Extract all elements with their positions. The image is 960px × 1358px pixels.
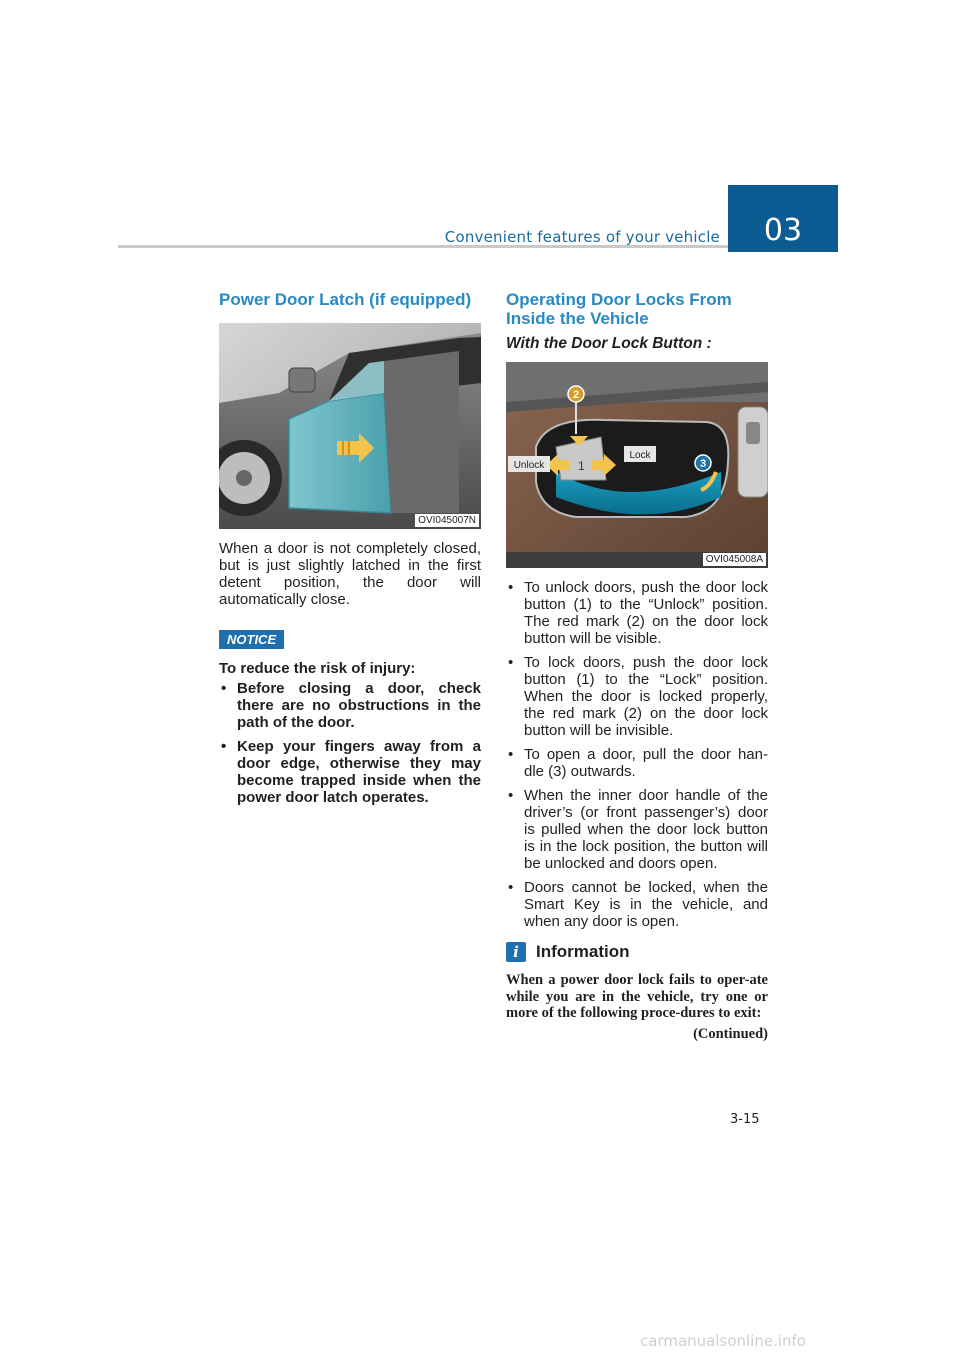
notice-list bbox=[219, 680, 481, 806]
list-item: • Doors cannot be locked, when the Smart Key is in the vehicle, and when any door is open. bbox=[508, 879, 768, 930]
chapter-number: 03 bbox=[763, 213, 803, 248]
callout-3-label: 3 bbox=[699, 458, 707, 470]
page-number: 3-15 bbox=[730, 1112, 760, 1127]
information-heading bbox=[506, 942, 768, 962]
car-door-illustration bbox=[219, 323, 481, 529]
figure-code: OVI045007N bbox=[415, 514, 479, 527]
list-item: • When the inner door handle of the driver’s (or front passenger’s) door is pulled when the door lock button is in the lock position, the button will be unlocked and doors open. bbox=[508, 787, 768, 872]
list-item: • To unlock doors, push the door lock button (1) to the “Unlock” position. The red mark (2) on the door lock button will be visible. bbox=[508, 579, 768, 647]
info-icon: i bbox=[506, 942, 526, 962]
right-column bbox=[506, 290, 768, 1043]
car-door-figure bbox=[219, 323, 481, 529]
sub-title-door-lock-button: With the Door Lock Button : bbox=[506, 335, 712, 352]
notice-heading: To reduce the risk of injury: bbox=[219, 660, 416, 677]
lock-label: Lock bbox=[629, 450, 651, 461]
callout-2-label: 2 bbox=[572, 389, 580, 401]
continued-note: (Continued) bbox=[693, 1025, 768, 1042]
information-title: Information bbox=[536, 942, 630, 961]
unlock-label: Unlock bbox=[513, 460, 545, 471]
running-header-title: Convenient features of your vehicle bbox=[444, 228, 720, 246]
list-item: • Before closing a door, check there are no obstructions in the path of the door. bbox=[221, 680, 481, 731]
left-column bbox=[219, 290, 481, 813]
information-text: When a power door lock fails to oper-ate while you are in the vehicle, try one or more of the following proce-dures to exit: bbox=[506, 972, 768, 1021]
watermark: carmanualsonline.info bbox=[640, 1332, 806, 1350]
notice-badge-row bbox=[219, 630, 481, 649]
callout-1-label: 1 bbox=[578, 459, 585, 473]
list-item: • To open a door, pull the door han-dle (3) outwards. bbox=[508, 746, 768, 780]
chapter-tab bbox=[728, 185, 838, 252]
section-title-operating-door-locks: Operating Door Locks From Inside the Vehicle bbox=[506, 290, 732, 328]
section-title-power-door-latch: Power Door Latch (if equipped) bbox=[219, 290, 472, 309]
list-item: • To lock doors, push the door lock button (1) to the “Lock” position. When the door is locked properly, the red mark (2) on the door lock button will be invisible. bbox=[508, 654, 768, 739]
figure-code: OVI045008A bbox=[703, 553, 766, 566]
door-lock-illustration bbox=[506, 362, 768, 568]
door-lock-figure bbox=[506, 362, 768, 568]
power-latch-paragraph: When a door is not completely closed, but is just slightly latched in the first detent position, the door will automatically close. bbox=[219, 540, 481, 608]
door-lock-instructions bbox=[506, 579, 768, 930]
list-item: • Keep your fingers away from a door edge, otherwise they may become trapped inside when the power door latch operates. bbox=[221, 738, 481, 806]
notice-badge: NOTICE bbox=[219, 630, 284, 649]
